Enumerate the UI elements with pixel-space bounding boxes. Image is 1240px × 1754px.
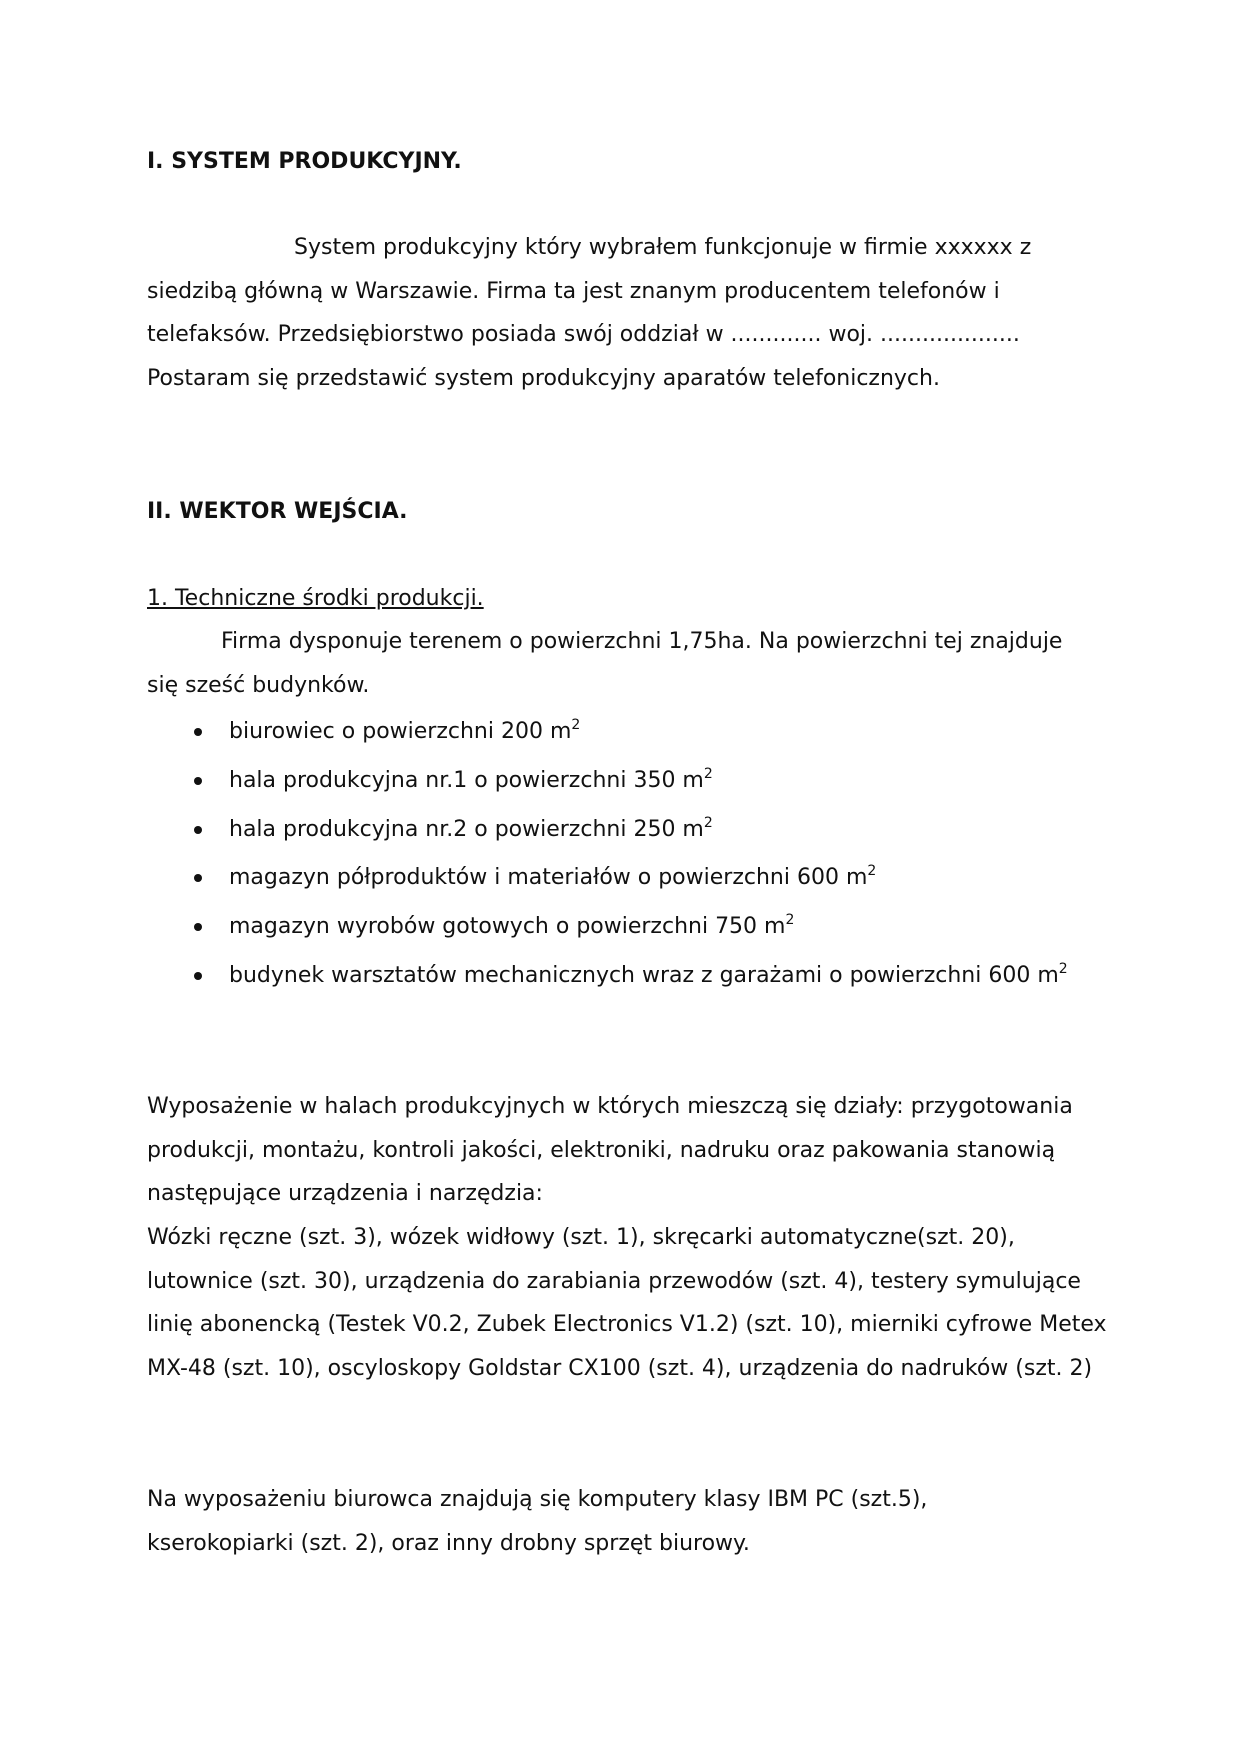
bullet-icon [194, 923, 202, 931]
superscript: 2 [1058, 960, 1068, 977]
list-item [147, 954, 1097, 998]
section-1-paragraph: System produkcyjny który wybrałem funkcjonuje w firmie xxxxxx z siedzibą główną w Warszawie. Firma ta jest znanym producentem telefonów i telefaksów. Przedsiębiorstwo posiada swój oddział w ............. woj. .................... Postaram się przedstawić system produkcyjny aparatów telefonicznych. [147, 235, 1032, 391]
list-item-text: budynek warsztatów mechanicznych wraz z garażami o powierzchni 600 m [229, 962, 1059, 988]
subheading-technical-means: 1. Techniczne środki produkcji. [147, 586, 484, 611]
list-item [147, 856, 1097, 900]
bullet-icon [194, 728, 202, 736]
list-item-text: hala produkcyjna nr.1 o powierzchni 350 m [229, 767, 704, 793]
buildings-list [147, 710, 1097, 1003]
equipment-intro-paragraph: Wyposażenie w halach produkcyjnych w których mieszczą się działy: przygotowania produkcji, montażu, kontroli jakości, elektroniki, nadruku oraz pakowania stanowią następujące urządzenia i narzędzia: [147, 1094, 1073, 1207]
bullet-icon [194, 972, 202, 980]
list-item-text: biurowiec o powierzchni 200 m [229, 719, 572, 744]
bullet-icon [194, 826, 202, 834]
list-item-text: hala produkcyjna nr.2 o powierzchni 250 m [229, 816, 704, 842]
list-item [147, 710, 1097, 754]
bullet-icon [194, 874, 202, 882]
list-item [147, 905, 1097, 949]
list-item-text: magazyn wyrobów gotowych o powierzchni 750 m [229, 914, 786, 940]
superscript: 2 [703, 814, 713, 831]
list-item-text: magazyn półproduktów i materiałów o powierzchni 600 m [229, 865, 868, 891]
bullet-icon [194, 777, 202, 785]
section-1-heading: I. SYSTEM PRODUKCYJNY. [147, 149, 462, 174]
section-2-heading: II. WEKTOR WEJŚCIA. [147, 499, 408, 524]
superscript: 2 [867, 863, 877, 880]
superscript: 2 [571, 717, 581, 733]
superscript: 2 [703, 765, 713, 782]
terrain-paragraph: Firma dysponuje terenem o powierzchni 1,75ha. Na powierzchni tej znajduje się sześć budynków. [147, 629, 1063, 698]
list-item [147, 808, 1097, 852]
superscript: 2 [785, 912, 795, 929]
list-item [147, 759, 1097, 803]
office-equipment-paragraph: Na wyposażeniu biurowca znajdują się komputery klasy IBM PC (szt.5), kserokopiarki (szt. 2), oraz inny drobny sprzęt biurowy. [147, 1487, 928, 1556]
equipment-list-paragraph: Wózki ręczne (szt. 3), wózek widłowy (szt. 1), skręcarki automatyczne(szt. 20), lutownice (szt. 30), urządzenia do zarabiania przewodów (szt. 4), testery symulujące linię abonencką (Testek V0.2, Zubek Electronics V1.2) (szt. 10), mierniki cyfrowe Metex MX-48 (szt. 10), oscyloskopy Goldstar CX100 (szt. 4), urządzenia do nadruków (szt. 2) [147, 1225, 1107, 1381]
